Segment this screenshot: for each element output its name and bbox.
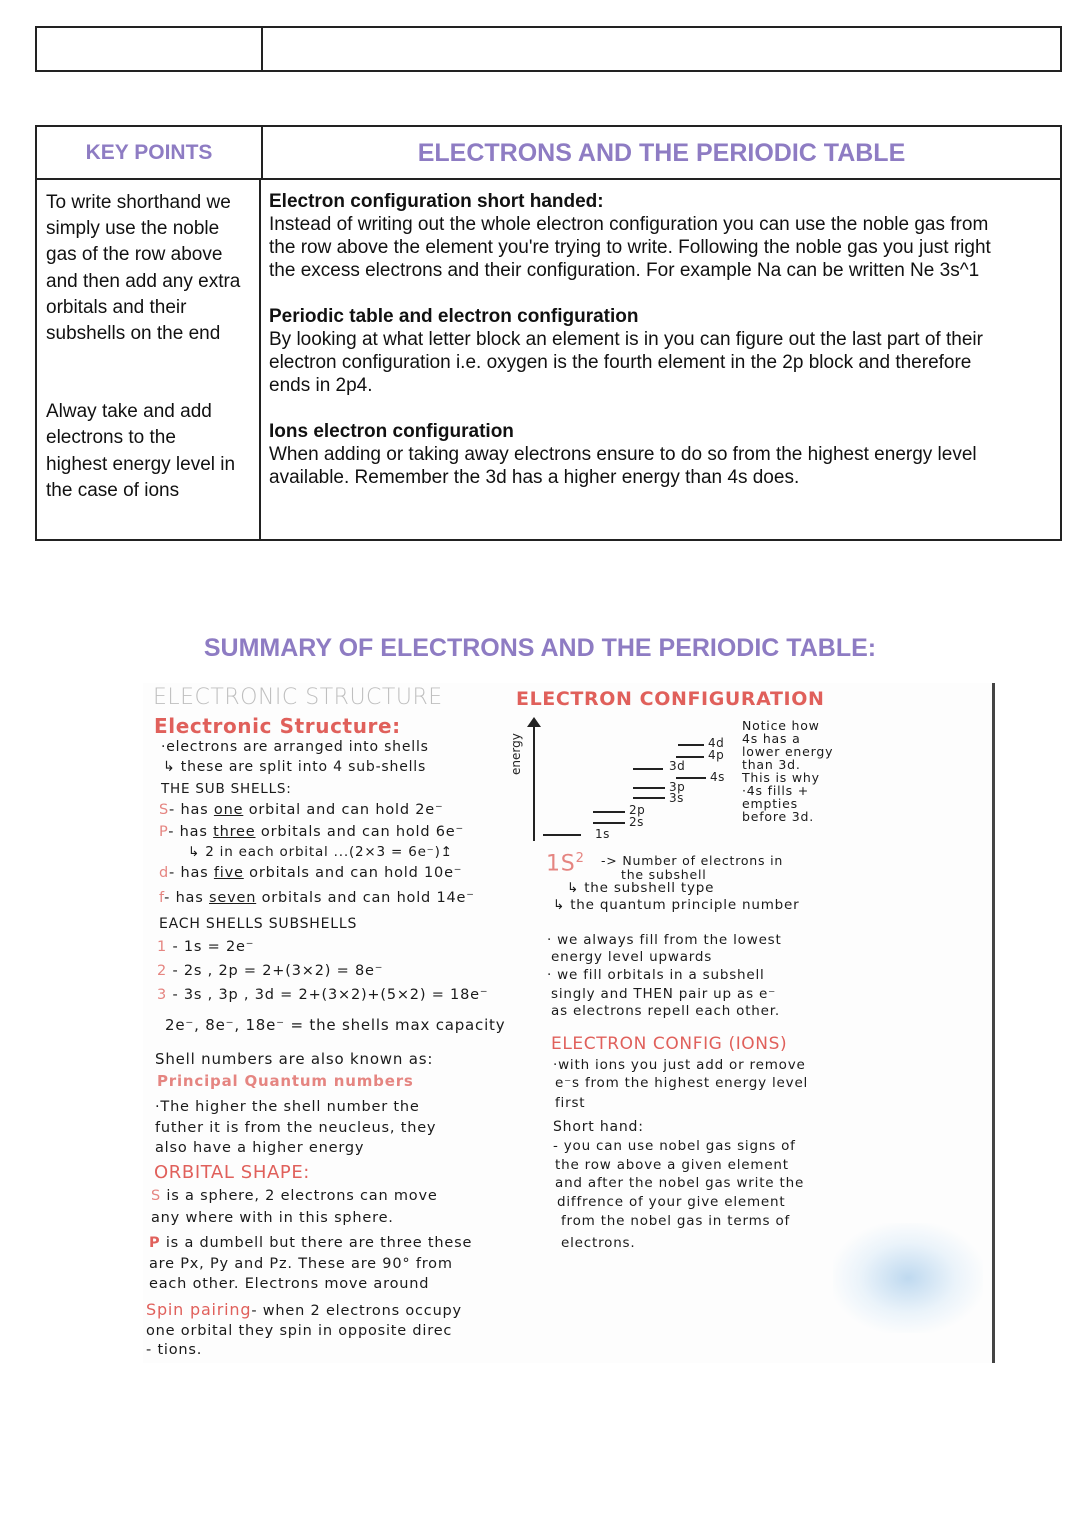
note-line: - you can use nobel gas signs of bbox=[553, 1138, 796, 1154]
note-line: ↳ the subshell type bbox=[567, 880, 715, 896]
orbital-count: one bbox=[213, 802, 244, 818]
note-text: - when 2 electrons occupy bbox=[251, 1303, 462, 1319]
note-line: ·electrons are arranged into shells bbox=[161, 739, 429, 755]
orbital-count: five bbox=[213, 865, 244, 881]
subshell-d bbox=[159, 865, 462, 881]
level-label: 3d bbox=[669, 759, 686, 773]
note-line: diffrence of your give element bbox=[557, 1194, 786, 1210]
note-line: the subshell bbox=[621, 867, 707, 882]
key-point-line: orbitals and their bbox=[46, 296, 187, 318]
key-point-line: gas of the row above bbox=[46, 244, 223, 266]
subshell-letter: f bbox=[159, 890, 165, 906]
level-label: 4p bbox=[708, 748, 725, 762]
light-glare bbox=[833, 1223, 983, 1333]
shell-number: 2 bbox=[157, 963, 168, 979]
principal-quantum-numbers: Principal Quantum numbers bbox=[157, 1072, 414, 1090]
page-title: ELECTRONS AND THE PERIODIC TABLE bbox=[417, 139, 906, 167]
subshell-letter: P bbox=[159, 824, 169, 840]
subshell-letter: d bbox=[159, 865, 170, 881]
note-line: This is why bbox=[742, 770, 820, 785]
subshell-p-note bbox=[188, 844, 453, 860]
shell-3 bbox=[157, 987, 488, 1003]
note-line: the row above a given element bbox=[555, 1157, 789, 1173]
note-line: energy level upwards bbox=[551, 949, 713, 965]
note-line: · we fill orbitals in a subshell bbox=[547, 967, 765, 983]
level-label: 3p bbox=[669, 780, 686, 794]
section-periodic-table bbox=[269, 305, 1052, 397]
note-line: and after the nobel gas write the bbox=[555, 1175, 805, 1191]
note-line: before 3d. bbox=[742, 809, 815, 824]
orbital-letter: P bbox=[149, 1235, 161, 1251]
key-point-line: To write shorthand we bbox=[46, 192, 231, 213]
key-point-line: and then add any extra bbox=[46, 270, 241, 292]
subshell-p bbox=[159, 824, 464, 840]
subshell-letter: S bbox=[159, 802, 170, 818]
section-shorthand bbox=[269, 190, 1052, 282]
section-ions bbox=[269, 420, 1052, 489]
level-label: 2s bbox=[629, 815, 644, 829]
note-line: Notice how bbox=[742, 718, 820, 733]
key-point-line: simply use the noble bbox=[46, 218, 220, 240]
note-line: ↳ these are split into 4 sub-shells bbox=[163, 759, 427, 775]
note-line: any where with in this sphere. bbox=[151, 1210, 394, 1226]
orbital-shape-heading: ORBITAL SHAPE: bbox=[154, 1162, 310, 1183]
notes-page-heading: ELECTRONIC STRUCTURE bbox=[153, 685, 443, 710]
notes-table bbox=[35, 125, 1062, 541]
subshell-f bbox=[159, 890, 475, 906]
section-line: Instead of writing out the whole electron configuration you can use the noble gas from bbox=[269, 214, 989, 235]
s-shape-line bbox=[151, 1188, 438, 1204]
energy-level-3s bbox=[633, 797, 665, 799]
capacity-note: 2e⁻, 8e⁻, 18e⁻ = the shells max capacity bbox=[165, 1016, 506, 1034]
spin-pairing-line bbox=[146, 1300, 462, 1319]
shell-2 bbox=[157, 963, 383, 979]
section-line: By looking at what letter block an element is in you can figure out the last part of their bbox=[269, 329, 983, 350]
note-text: - has bbox=[168, 824, 214, 840]
key-point-line: electrons to the bbox=[46, 427, 176, 449]
key-point-2 bbox=[46, 399, 251, 504]
shell-number: 3 bbox=[157, 987, 168, 1003]
notes-column bbox=[261, 180, 1060, 541]
energy-level-2p bbox=[593, 811, 625, 813]
note-text: - 2s , 2p = 2+(3×2) = 8e⁻ bbox=[167, 963, 384, 979]
energy-level-3d bbox=[633, 768, 663, 770]
notation-symbol: 1S bbox=[546, 851, 576, 877]
level-label: 4d bbox=[708, 736, 725, 750]
energy-axis bbox=[533, 723, 535, 841]
note-line: lower energy bbox=[742, 744, 834, 759]
section-line: available. Remember the 3d has a higher energy than 4s does. bbox=[269, 467, 800, 488]
electron-config-ions-heading: ELECTRON CONFIG (IONS) bbox=[551, 1034, 788, 1054]
note-line: first bbox=[555, 1095, 586, 1111]
notice-4s-note bbox=[742, 719, 852, 823]
level-label: 2p bbox=[629, 803, 646, 817]
subshell-s bbox=[159, 802, 443, 818]
section-line: ends in 2p4. bbox=[269, 375, 373, 396]
note-text: orbitals and can hold 10e⁻ bbox=[243, 865, 463, 881]
section-line: the excess electrons and their configuration. For example Na can be written Ne 3s^1 bbox=[269, 260, 980, 281]
note-text: - has bbox=[164, 890, 210, 906]
note-line: e⁻s from the highest energy level bbox=[555, 1075, 809, 1091]
energy-axis-label: energy bbox=[509, 733, 523, 775]
orbital-count: three bbox=[213, 824, 256, 840]
note-text: ↳ 2 in each orbital ...(2×3 = 6e⁻)↥ bbox=[188, 844, 453, 860]
note-line: are Px, Py and Pz. These are 90° from bbox=[149, 1256, 453, 1272]
note-line: ·4s fills + bbox=[742, 783, 809, 798]
section-line: When adding or taking away electrons ensure to do so from the highest energy level bbox=[269, 444, 977, 465]
energy-level-4s bbox=[676, 777, 706, 779]
note-text: - has bbox=[169, 865, 214, 881]
note-line: futher it is from the neucleus, they bbox=[155, 1120, 437, 1136]
note-line: ·The higher the shell number the bbox=[155, 1099, 420, 1115]
section-line: the row above the element you're trying to write. Following the noble gas you just right bbox=[269, 237, 991, 258]
note-text: orbital and can hold 2e⁻ bbox=[243, 802, 444, 818]
note-line: than 3d. bbox=[742, 757, 801, 772]
key-point-line: Alway take and add bbox=[46, 401, 212, 423]
energy-level-4p bbox=[676, 756, 704, 758]
energy-level-3p bbox=[633, 787, 665, 789]
note-text: - has bbox=[169, 802, 214, 818]
table-header-row bbox=[37, 127, 1060, 180]
each-shells-heading: EACH SHELLS SUBSHELLS bbox=[159, 916, 358, 932]
key-point-line: highest energy level in bbox=[46, 453, 236, 475]
level-label: 1s bbox=[595, 827, 610, 841]
key-point-1 bbox=[46, 190, 251, 347]
note-line: each other. Electrons move around bbox=[149, 1276, 430, 1292]
note-line: electrons. bbox=[561, 1235, 636, 1251]
note-line: singly and THEN pair up as e⁻ bbox=[551, 986, 777, 1002]
note-line: 4s has a bbox=[742, 731, 801, 746]
spin-pairing-label: Spin pairing bbox=[146, 1300, 252, 1319]
orbital-letter: S bbox=[151, 1188, 162, 1204]
level-label: 4s bbox=[710, 770, 725, 784]
subshells-heading: THE SUB SHELLS: bbox=[161, 781, 292, 797]
key-points-column bbox=[37, 180, 261, 541]
note-text: - 1s = 2e⁻ bbox=[167, 939, 255, 955]
note-line: · we always fill from the lowest bbox=[547, 932, 782, 948]
note-line: as electrons repell each other. bbox=[551, 1003, 780, 1019]
note-line: ↳ the quantum principle number bbox=[553, 897, 800, 913]
note-text: orbitals and can hold 6e⁻ bbox=[255, 824, 464, 840]
energy-level-2s bbox=[593, 822, 625, 824]
note-text: is a dumbell but there are three these bbox=[160, 1235, 473, 1251]
empty-table-cell-left bbox=[37, 28, 263, 70]
note-line: from the nobel gas in terms of bbox=[561, 1213, 791, 1229]
level-label: 3s bbox=[669, 791, 684, 805]
orbital-count: seven bbox=[209, 890, 257, 906]
electron-configuration-heading: ELECTRON CONFIGURATION bbox=[516, 688, 825, 710]
key-points-heading: KEY POINTS bbox=[37, 127, 263, 178]
p-shape-line bbox=[149, 1235, 472, 1251]
notation-1s2 bbox=[546, 851, 585, 876]
section-title: Ions electron configuration bbox=[269, 421, 514, 442]
electronic-structure-heading: Electronic Structure: bbox=[154, 714, 401, 738]
key-point-line: the case of ions bbox=[46, 479, 180, 501]
note-line: -> Number of electrons in bbox=[601, 853, 784, 868]
shorthand-heading: Short hand: bbox=[553, 1119, 644, 1135]
shell-1 bbox=[157, 939, 254, 955]
note-text: - 3s , 3p , 3d = 2+(3×2)+(5×2) = 18e⁻ bbox=[167, 987, 489, 1003]
section-line: electron configuration i.e. oxygen is the fourth element in the 2p block and therefore bbox=[269, 352, 972, 373]
note-line: also have a higher energy bbox=[155, 1140, 365, 1156]
note-line: empties bbox=[742, 796, 798, 811]
note-line: one orbital they spin in opposite direc bbox=[146, 1323, 453, 1339]
section-title: Electron configuration short handed: bbox=[269, 191, 604, 212]
section-title: Periodic table and electron configuration bbox=[269, 306, 639, 327]
note-text: is a sphere, 2 electrons can move bbox=[161, 1188, 438, 1204]
key-point-line: subshells on the end bbox=[46, 323, 221, 345]
table-body-row bbox=[37, 180, 1060, 541]
note-line: - tions. bbox=[146, 1342, 203, 1358]
summary-title: SUMMARY OF ELECTRONS AND THE PERIODIC TABLE: bbox=[203, 634, 877, 662]
note-line: ·with ions you just add or remove bbox=[553, 1057, 806, 1073]
note-text: orbitals and can hold 14e⁻ bbox=[256, 890, 475, 906]
handwritten-notes-image bbox=[143, 683, 995, 1363]
energy-level-1s bbox=[543, 834, 581, 836]
note-line: Shell numbers are also known as: bbox=[155, 1050, 434, 1068]
shell-number: 1 bbox=[157, 939, 168, 955]
energy-level-4d bbox=[678, 744, 704, 746]
notation-superscript: 2 bbox=[575, 851, 585, 866]
empty-table bbox=[35, 26, 1062, 72]
